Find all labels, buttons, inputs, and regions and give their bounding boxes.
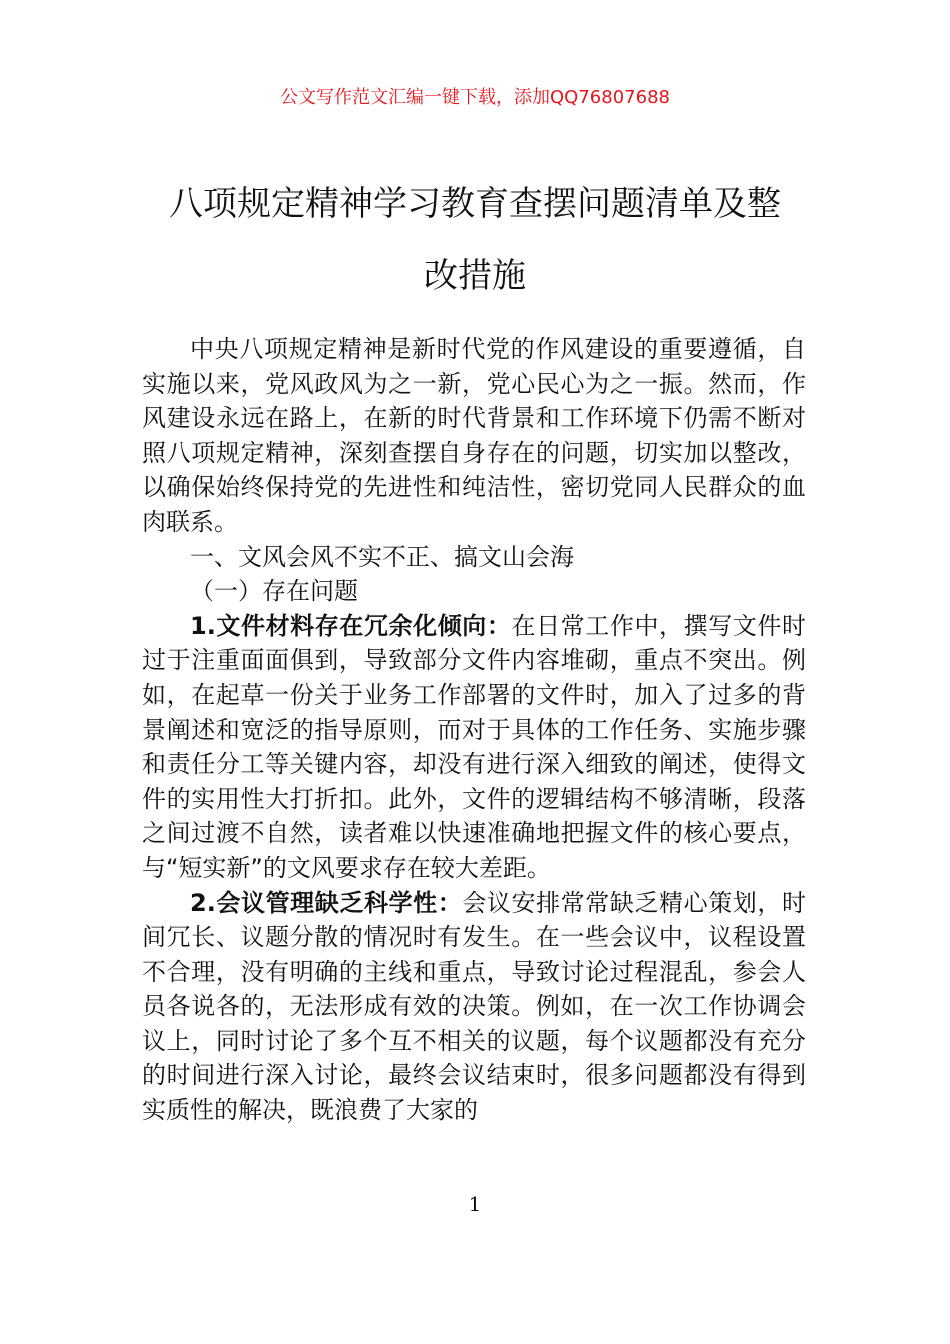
issue-text-1: 在日常工作中，撰写文件时过于注重面面俱到，导致部分文件内容堆砌，重点不突出。例如，在起草一份关于业务工作部署的文件时，加入了过多的背景阐述和宽泛的指导原则，而对于具体的工作任务、实施步骤和责任分工等关键内容，却没有进行深入细致的阐述，使得文件的实用性大打折扣。此外，文件的逻辑结构不够清晰，段落之间过渡不自然，读者难以快速准确地把握文件的核心要点，与“短实新”的文风要求存在较大差距。 <box>142 611 806 882</box>
page-number: 1 <box>468 1192 482 1216</box>
subsection-heading: （一）存在问题 <box>190 577 358 606</box>
download-notice: 公文写作范文汇编一键下载，添加QQ76807688 <box>280 87 670 108</box>
issue-paragraph-2 <box>142 886 806 1128</box>
document-body <box>142 332 806 1128</box>
section-heading: 一、文风会风不实不正、搞文山会海 <box>190 542 574 571</box>
issue-paragraph-1 <box>142 609 806 886</box>
issue-label-1: 1.文件材料存在冗余化倾向： <box>190 611 512 640</box>
intro-paragraph: 中央八项规定精神是新时代党的作风建设的重要遵循，自实施以来，党风政风为之一新，党心民心为之一振。然而，作风建设永远在路上，在新的时代背景和工作环境下仍需不断对照八项规定精神，深刻查摆自身存在的问题，切实加以整改，以确保始终保持党的先进性和纯洁性，密切党同人民群众的血肉联系。 <box>142 335 806 536</box>
document-title-line-2: 改措施 <box>424 256 526 296</box>
document-title-line-1: 八项规定精神学习教育查摆问题清单及整 <box>169 184 781 224</box>
issue-text-2: 会议安排常常缺乏精心策划，时间冗长、议题分散的情况时有发生。在一些会议中，议程设置不合理，没有明确的主线和重点，导致讨论过程混乱，参会人员各说各的，无法形成有效的决策。例如，在一次工作协调会议上，同时讨论了多个互不相关的议题，每个议题都没有充分的时间进行深入讨论，最终会议结束时，很多问题都没有得到实质性的解决，既浪费了大家的 <box>142 888 806 1125</box>
issue-label-2: 2.会议管理缺乏科学性： <box>190 888 463 917</box>
document-title <box>120 168 830 312</box>
